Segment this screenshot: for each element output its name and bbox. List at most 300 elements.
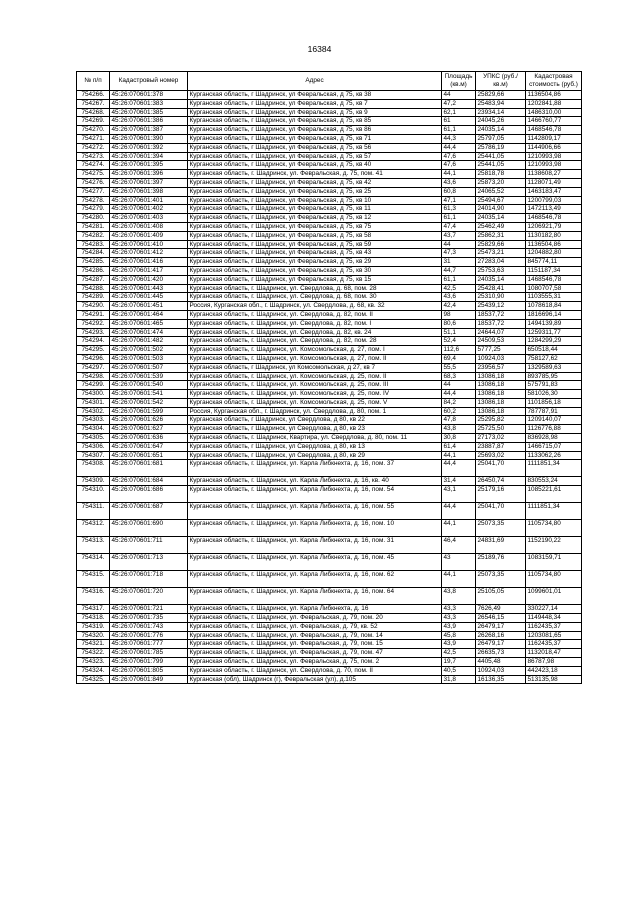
row-number-cell: 754267. [77, 99, 110, 108]
area-cell: 61 [442, 117, 476, 126]
row-number-cell: 754306. [77, 442, 110, 451]
table-row [77, 640, 582, 649]
cadastral-value-cell: 787787,91 [526, 407, 582, 416]
address-cell: Курганская область, г Шадринск, ул Свердлова, д 80, кв 13 [188, 442, 442, 451]
row-number-cell: 754307. [77, 451, 110, 460]
table-row [77, 451, 582, 460]
area-cell: 47,2 [442, 99, 476, 108]
row-number-cell: 754315. [77, 571, 110, 588]
table-row [77, 363, 582, 372]
cadastral-number-cell: 45:26:070601:451 [110, 302, 188, 311]
upks-cell: 26635,73 [476, 649, 526, 658]
row-number-cell: 754294. [77, 337, 110, 346]
area-cell: 31,4 [442, 477, 476, 486]
upks-cell: 24831,69 [476, 537, 526, 554]
address-cell: Курганская область, г. Шадринск, ул. Свердлова, д. 82, пом. II [188, 310, 442, 319]
table-row [77, 675, 582, 684]
table-row [77, 108, 582, 117]
area-cell: 44,4 [442, 503, 476, 520]
address-cell: Курганская область, г. Шадринск, ул. Комсомольская, д. 25, пом. II [188, 372, 442, 381]
table-row [77, 284, 582, 293]
table-row [77, 588, 582, 605]
upks-cell: 23956,57 [476, 363, 526, 372]
row-number-cell: 754297. [77, 363, 110, 372]
address-cell: Курганская область, г Шадринск, ул Февральская, д 75, кв 75 [188, 222, 442, 231]
area-cell: 45,8 [442, 631, 476, 640]
table-row [77, 354, 582, 363]
table-row [77, 554, 582, 571]
row-number-cell: 754323. [77, 658, 110, 667]
row-number-cell: 754319. [77, 622, 110, 631]
area-cell: 47,8 [442, 416, 476, 425]
upks-cell: 25073,35 [476, 520, 526, 537]
cadastral-number-cell: 45:26:070601:396 [110, 170, 188, 179]
cadastral-value-cell: 1144906,66 [526, 143, 582, 152]
cadastral-value-cell: 1133062,26 [526, 451, 582, 460]
row-number-cell: 754298. [77, 372, 110, 381]
cadastral-number-cell: 45:26:070601:503 [110, 354, 188, 363]
address-cell: Курганская область, г. Шадринск, ул. Свердлова, д. 82, пом. 28 [188, 337, 442, 346]
area-cell: 44,1 [442, 451, 476, 460]
area-cell: 43 [442, 554, 476, 571]
address-cell: Курганская область, г. Шадринск, ул. Свердлова, д. 68, пом. 28 [188, 284, 442, 293]
cadastral-value-cell: 1206921,79 [526, 222, 582, 231]
header-cadastral-number: Кадастровый номер [110, 72, 188, 91]
upks-cell: 23887,87 [476, 442, 526, 451]
cadastral-number-cell: 45:26:070601:721 [110, 605, 188, 614]
area-cell: 43,8 [442, 425, 476, 434]
area-cell: 47,4 [442, 222, 476, 231]
table-header-row [77, 72, 582, 91]
row-number-cell: 754299. [77, 381, 110, 390]
cadastral-number-cell: 45:26:070601:408 [110, 222, 188, 231]
address-cell: Курганская область, г. Шадринск, ул. Комсомольская, д. 27, пом. I [188, 346, 442, 355]
address-cell: Россия, Курганская обл., г. Шадринск, ул. Свердлова, д. 80, пом. 1 [188, 407, 442, 416]
area-cell: 47,6 [442, 152, 476, 161]
cadastral-number-cell: 45:26:070601:394 [110, 152, 188, 161]
area-cell: 44,1 [442, 170, 476, 179]
cadastral-number-cell: 45:26:070601:743 [110, 622, 188, 631]
address-cell: Курганская область, г Шадринск, ул Февральская, д 75, кв 10 [188, 196, 442, 205]
upks-cell: 25693,02 [476, 451, 526, 460]
area-cell: 44,1 [442, 571, 476, 588]
upks-cell: 25439,12 [476, 302, 526, 311]
address-cell: Курганская область, г Шадринск, ул Февральская, д 75, кв 57 [188, 152, 442, 161]
address-cell: Курганская область, г. Шадринск, ул. Карла Либкнехта, д. 16, пом. 45 [188, 554, 442, 571]
cadastral-value-cell: 1210993,98 [526, 161, 582, 170]
cadastral-value-cell: 1329589,63 [526, 363, 582, 372]
table-body [77, 91, 582, 684]
area-cell: 44,3 [442, 134, 476, 143]
table-row [77, 275, 582, 284]
table-row [77, 477, 582, 486]
row-number-cell: 754320. [77, 631, 110, 640]
row-number-cell: 754289. [77, 293, 110, 302]
address-cell: Курганская область, г. Шадринск, ул. Комсомольская, д. 25, пом. IV [188, 390, 442, 399]
address-cell: Курганская область, г Шадринск, ул Свердлова, д 80, кв 22 [188, 416, 442, 425]
table-row [77, 214, 582, 223]
address-cell: Курганская область, г. Шадринск, ул. Карла Либкнехта, д. 16, пом. 62 [188, 571, 442, 588]
address-cell: Курганская область, г. Шадринск, ул. Карла Либкнехта, д. 16, пом. 10 [188, 520, 442, 537]
row-number-cell: 754274. [77, 161, 110, 170]
cadastral-number-cell: 45:26:070601:395 [110, 161, 188, 170]
upks-cell: 25494,67 [476, 196, 526, 205]
cadastral-number-cell: 45:26:070601:474 [110, 328, 188, 337]
upks-cell: 25428,41 [476, 284, 526, 293]
row-number-cell: 754303. [77, 416, 110, 425]
upks-cell: 25473,21 [476, 249, 526, 258]
area-cell: 61,1 [442, 126, 476, 135]
cadastral-number-cell: 45:26:070601:805 [110, 666, 188, 675]
cadastral-value-cell: 845774,11 [526, 258, 582, 267]
cadastral-number-cell: 45:26:070601:378 [110, 91, 188, 100]
cadastral-value-cell: 1083159,71 [526, 554, 582, 571]
row-number-cell: 754316. [77, 588, 110, 605]
cadastral-number-cell: 45:26:070601:420 [110, 275, 188, 284]
address-cell: Курганская область, г Шадринск, ул Свердлова, д 80, кв 23 [188, 425, 442, 434]
address-cell: Курганская область, г Шадринск, ул Февральская, д 75, кв 71 [188, 134, 442, 143]
address-cell: Курганская область, г. Шадринск, ул. Свердлова, д. 70, пом. II [188, 666, 442, 675]
row-number-cell: 754281. [77, 222, 110, 231]
area-cell: 80,6 [442, 319, 476, 328]
upks-cell: 25873,20 [476, 178, 526, 187]
area-cell: 30,8 [442, 434, 476, 443]
table-row [77, 205, 582, 214]
upks-cell: 25073,35 [476, 571, 526, 588]
area-cell: 46,4 [442, 537, 476, 554]
address-cell: Россия, Курганская обл., г. Шадринск, ул. Свердлова, д. 68, кв. 32 [188, 302, 442, 311]
row-number-cell: 754318. [77, 614, 110, 623]
address-cell: Курганская область, г. Шадринск, ул. Февральская, д. 79, пом. 15 [188, 640, 442, 649]
area-cell: 84,2 [442, 398, 476, 407]
table-row [77, 231, 582, 240]
cadastral-value-cell: 1142809,17 [526, 134, 582, 143]
cadastral-value-cell: 1132018,47 [526, 649, 582, 658]
row-number-cell: 754293. [77, 328, 110, 337]
row-number-cell: 754314. [77, 554, 110, 571]
cadastral-number-cell: 45:26:070601:720 [110, 588, 188, 605]
area-cell: 44,1 [442, 520, 476, 537]
cadastral-number-cell: 45:26:070601:482 [110, 337, 188, 346]
cadastral-value-cell: 1468546,78 [526, 275, 582, 284]
upks-cell: 24035,14 [476, 214, 526, 223]
row-number-cell: 754283. [77, 240, 110, 249]
cadastral-number-cell: 45:26:070601:465 [110, 319, 188, 328]
cadastral-value-cell: 1136504,86 [526, 91, 582, 100]
table-row [77, 658, 582, 667]
area-cell: 61,1 [442, 275, 476, 284]
cadastral-value-cell: 1149448,34 [526, 614, 582, 623]
address-cell: Курганская (обл), Шадринск (г), Февральская (ул), д.105 [188, 675, 442, 684]
cadastral-number-cell: 45:26:070601:412 [110, 249, 188, 258]
cadastral-value-cell: 1466715,07 [526, 442, 582, 451]
table-row [77, 91, 582, 100]
upks-cell: 26268,16 [476, 631, 526, 640]
upks-cell: 26479,17 [476, 622, 526, 631]
upks-cell: 4405,48 [476, 658, 526, 667]
area-cell: 42,5 [442, 284, 476, 293]
cadastral-number-cell: 45:26:070601:687 [110, 503, 188, 520]
cadastral-value-cell: 1111851,34 [526, 503, 582, 520]
cadastral-value-cell: 1111851,34 [526, 460, 582, 477]
address-cell: Курганская область, г. Шадринск, ул. Карла Либкнехта, д. 16, кв. 40 [188, 477, 442, 486]
row-number-cell: 754310. [77, 486, 110, 503]
upks-cell: 24045,26 [476, 117, 526, 126]
upks-cell: 27173,02 [476, 434, 526, 443]
table-row [77, 170, 582, 179]
row-number-cell: 754269. [77, 117, 110, 126]
table-row [77, 249, 582, 258]
cadastral-value-table [76, 71, 582, 684]
row-number-cell: 754317. [77, 605, 110, 614]
cadastral-number-cell: 45:26:070601:711 [110, 537, 188, 554]
table-row [77, 302, 582, 311]
upks-cell: 5777,25 [476, 346, 526, 355]
cadastral-value-cell: 1259311,77 [526, 328, 582, 337]
address-cell: Курганская область, г Шадринск, ул Февральская, д 75, кв 42 [188, 178, 442, 187]
row-number-cell: 754286. [77, 266, 110, 275]
cadastral-number-cell: 45:26:070601:627 [110, 425, 188, 434]
cadastral-value-cell: 1204882,80 [526, 249, 582, 258]
table-row [77, 99, 582, 108]
upks-cell: 24035,14 [476, 275, 526, 284]
cadastral-number-cell: 45:26:070601:540 [110, 381, 188, 390]
row-number-cell: 754302. [77, 407, 110, 416]
address-cell: Курганская область, г. Шадринск, ул. Комсомольская, д. 27, пом. II [188, 354, 442, 363]
cadastral-number-cell: 45:26:070601:443 [110, 284, 188, 293]
header-address: Адрес [188, 72, 442, 91]
cadastral-number-cell: 45:26:070601:542 [110, 398, 188, 407]
cadastral-number-cell: 45:26:070601:651 [110, 451, 188, 460]
area-cell: 43,1 [442, 486, 476, 503]
row-number-cell: 754288. [77, 284, 110, 293]
area-cell: 69,4 [442, 354, 476, 363]
upks-cell: 13086,18 [476, 381, 526, 390]
table-row [77, 346, 582, 355]
address-cell: Курганская область, г. Шадринск, ул. Февральская, д. 79, кв. 52 [188, 622, 442, 631]
upks-cell: 25441,05 [476, 152, 526, 161]
cadastral-number-cell: 45:26:070601:636 [110, 434, 188, 443]
area-cell: 43,7 [442, 231, 476, 240]
table-row [77, 425, 582, 434]
area-cell: 61,1 [442, 214, 476, 223]
cadastral-value-cell: 1472113,49 [526, 205, 582, 214]
table-row [77, 381, 582, 390]
area-cell: 31,8 [442, 675, 476, 684]
cadastral-value-cell: 1151187,34 [526, 266, 582, 275]
area-cell: 43,6 [442, 178, 476, 187]
address-cell: Курганская область, г Шадринск, ул Февральская, д 75, кв 30 [188, 266, 442, 275]
row-number-cell: 754312. [77, 520, 110, 537]
cadastral-value-cell: 1200799,03 [526, 196, 582, 205]
cadastral-value-cell: 1463183,47 [526, 187, 582, 196]
header-cadastral-value: Кадастровая стоимость (руб.) [526, 72, 582, 91]
upks-cell: 25829,66 [476, 91, 526, 100]
upks-cell: 13086,18 [476, 398, 526, 407]
cadastral-value-cell: 1466760,77 [526, 117, 582, 126]
cadastral-value-cell: 1101856,18 [526, 398, 582, 407]
cadastral-value-cell: 1162435,37 [526, 622, 582, 631]
upks-cell: 25829,66 [476, 240, 526, 249]
address-cell: Курганская область, г. Шадринск, ул. Карла Либкнехта, д. 16, пом. 54 [188, 486, 442, 503]
upks-cell: 13086,18 [476, 372, 526, 381]
row-number-cell: 754321. [77, 640, 110, 649]
table-row [77, 337, 582, 346]
upks-cell: 25310,90 [476, 293, 526, 302]
row-number-cell: 754285. [77, 258, 110, 267]
cadastral-value-cell: 830553,24 [526, 477, 582, 486]
cadastral-value-cell: 1468546,78 [526, 214, 582, 223]
cadastral-value-cell: 836928,98 [526, 434, 582, 443]
table-row [77, 503, 582, 520]
cadastral-number-cell: 45:26:070601:776 [110, 631, 188, 640]
area-cell: 40,5 [442, 666, 476, 675]
cadastral-number-cell: 45:26:070601:777 [110, 640, 188, 649]
address-cell: Курганская область, г. Шадринск, ул. Карла Либкнехта, д. 16, пом. 55 [188, 503, 442, 520]
cadastral-value-cell: 513135,98 [526, 675, 582, 684]
row-number-cell: 754301. [77, 398, 110, 407]
cadastral-number-cell: 45:26:070601:647 [110, 442, 188, 451]
cadastral-number-cell: 45:26:070601:690 [110, 520, 188, 537]
cadastral-number-cell: 45:26:070601:416 [110, 258, 188, 267]
upks-cell: 25441,05 [476, 161, 526, 170]
table-row [77, 486, 582, 503]
cadastral-value-cell: 1486310,00 [526, 108, 582, 117]
cadastral-value-cell: 1494139,89 [526, 319, 582, 328]
address-cell: Курганская область, г Шадринск, ул Февральская, д 75, кв 11 [188, 205, 442, 214]
cadastral-value-cell: 1162435,37 [526, 640, 582, 649]
address-cell: Курганская область, г Шадринск, ул Февральская, д 75, кв 56 [188, 143, 442, 152]
upks-cell: 7626,49 [476, 605, 526, 614]
area-cell: 44,4 [442, 460, 476, 477]
table-row [77, 460, 582, 477]
cadastral-number-cell: 45:26:070601:401 [110, 196, 188, 205]
address-cell: Курганская область, г Шадринск, ул Февральская, д 75, кв 40 [188, 161, 442, 170]
header-upks: УПКС (руб./кв.м) [476, 72, 526, 91]
cadastral-number-cell: 45:26:070601:735 [110, 614, 188, 623]
cadastral-number-cell: 45:26:070601:686 [110, 486, 188, 503]
table-row [77, 328, 582, 337]
upks-cell: 25862,31 [476, 231, 526, 240]
row-number-cell: 754295. [77, 346, 110, 355]
cadastral-value-cell: 1105734,80 [526, 571, 582, 588]
row-number-cell: 754304. [77, 425, 110, 434]
area-cell: 47,1 [442, 196, 476, 205]
address-cell: Курганская область, г. Шадринск, ул. Карла Либкнехта, д. 16, пом. 64 [188, 588, 442, 605]
cadastral-number-cell: 45:26:070601:718 [110, 571, 188, 588]
upks-cell: 25753,63 [476, 266, 526, 275]
row-number-cell: 754279. [77, 205, 110, 214]
area-cell: 55,5 [442, 363, 476, 372]
table-row [77, 134, 582, 143]
table-row [77, 126, 582, 135]
table-row [77, 605, 582, 614]
cadastral-number-cell: 45:26:070601:799 [110, 658, 188, 667]
cadastral-number-cell: 45:26:070601:417 [110, 266, 188, 275]
row-number-cell: 754300. [77, 390, 110, 399]
row-number-cell: 754275. [77, 170, 110, 179]
upks-cell: 25462,49 [476, 222, 526, 231]
area-cell: 42,5 [442, 649, 476, 658]
upks-cell: 25041,70 [476, 503, 526, 520]
address-cell: Курганская область, г Шадринск, ул Февральская, д 75, кв 59 [188, 240, 442, 249]
address-cell: Курганская область, г. Шадринск, ул. Февральская, д. 75, пом. 2 [188, 658, 442, 667]
address-cell: Курганская область, г Шадринск, ул Февральская, д 75, кв 25 [188, 187, 442, 196]
address-cell: Курганская область, г. Шадринск, ул. Февральская, д. 75, пом. 41 [188, 170, 442, 179]
upks-cell: 24035,14 [476, 126, 526, 135]
cadastral-value-cell: 1136504,86 [526, 240, 582, 249]
upks-cell: 10924,03 [476, 354, 526, 363]
area-cell: 43,9 [442, 622, 476, 631]
upks-cell: 16136,35 [476, 675, 526, 684]
table-row [77, 372, 582, 381]
header-num: № п/п [77, 72, 110, 91]
area-cell: 98 [442, 310, 476, 319]
upks-cell: 26479,17 [476, 640, 526, 649]
area-cell: 52,4 [442, 337, 476, 346]
table-row [77, 649, 582, 658]
area-cell: 44 [442, 381, 476, 390]
address-cell: Курганская область, г Шадринск, ул Свердлова, д 80, кв 29 [188, 451, 442, 460]
upks-cell: 25818,78 [476, 170, 526, 179]
cadastral-number-cell: 45:26:070601:386 [110, 117, 188, 126]
row-number-cell: 754291. [77, 310, 110, 319]
table-row [77, 117, 582, 126]
cadastral-value-cell: 650518,44 [526, 346, 582, 355]
table-row [77, 222, 582, 231]
header-area: Площадь (кв.м) [442, 72, 476, 91]
table-row [77, 310, 582, 319]
address-cell: Курганская область, г Шадринск, ул Февральская, д 75, кв 58 [188, 231, 442, 240]
area-cell: 61,3 [442, 205, 476, 214]
cadastral-value-cell: 86787,98 [526, 658, 582, 667]
upks-cell: 10924,03 [476, 666, 526, 675]
area-cell: 43,8 [442, 588, 476, 605]
area-cell: 19,7 [442, 658, 476, 667]
area-cell: 112,6 [442, 346, 476, 355]
area-cell: 44,4 [442, 143, 476, 152]
table-row [77, 614, 582, 623]
cadastral-value-cell: 581026,30 [526, 390, 582, 399]
upks-cell: 26450,74 [476, 477, 526, 486]
address-cell: Курганская область, г. Шадринск, ул. Комсомольская, д. 25, пом. III [188, 381, 442, 390]
cadastral-value-cell: 1210993,98 [526, 152, 582, 161]
cadastral-value-cell: 575791,83 [526, 381, 582, 390]
address-cell: Курганская область, г. Шадринск, Квартира, ул. Свердлова, д. 80, пом. 11 [188, 434, 442, 443]
table-row [77, 293, 582, 302]
address-cell: Курганская область, г. Шадринск, ул. Свердлова, д. 82, кв. 24 [188, 328, 442, 337]
cadastral-value-cell: 1085221,61 [526, 486, 582, 503]
area-cell: 42,4 [442, 302, 476, 311]
area-cell: 44 [442, 240, 476, 249]
upks-cell: 24065,52 [476, 187, 526, 196]
area-cell: 44 [442, 91, 476, 100]
cadastral-number-cell: 45:26:070601:502 [110, 346, 188, 355]
row-number-cell: 754282. [77, 231, 110, 240]
table-row [77, 266, 582, 275]
upks-cell: 24014,90 [476, 205, 526, 214]
upks-cell: 25483,94 [476, 99, 526, 108]
cadastral-number-cell: 45:26:070601:507 [110, 363, 188, 372]
row-number-cell: 754308. [77, 460, 110, 477]
row-number-cell: 754272. [77, 143, 110, 152]
cadastral-number-cell: 45:26:070601:403 [110, 214, 188, 223]
row-number-cell: 754278. [77, 196, 110, 205]
row-number-cell: 754280. [77, 214, 110, 223]
upks-cell: 27283,04 [476, 258, 526, 267]
cadastral-number-cell: 45:26:070601:410 [110, 240, 188, 249]
cadastral-number-cell: 45:26:070601:392 [110, 143, 188, 152]
